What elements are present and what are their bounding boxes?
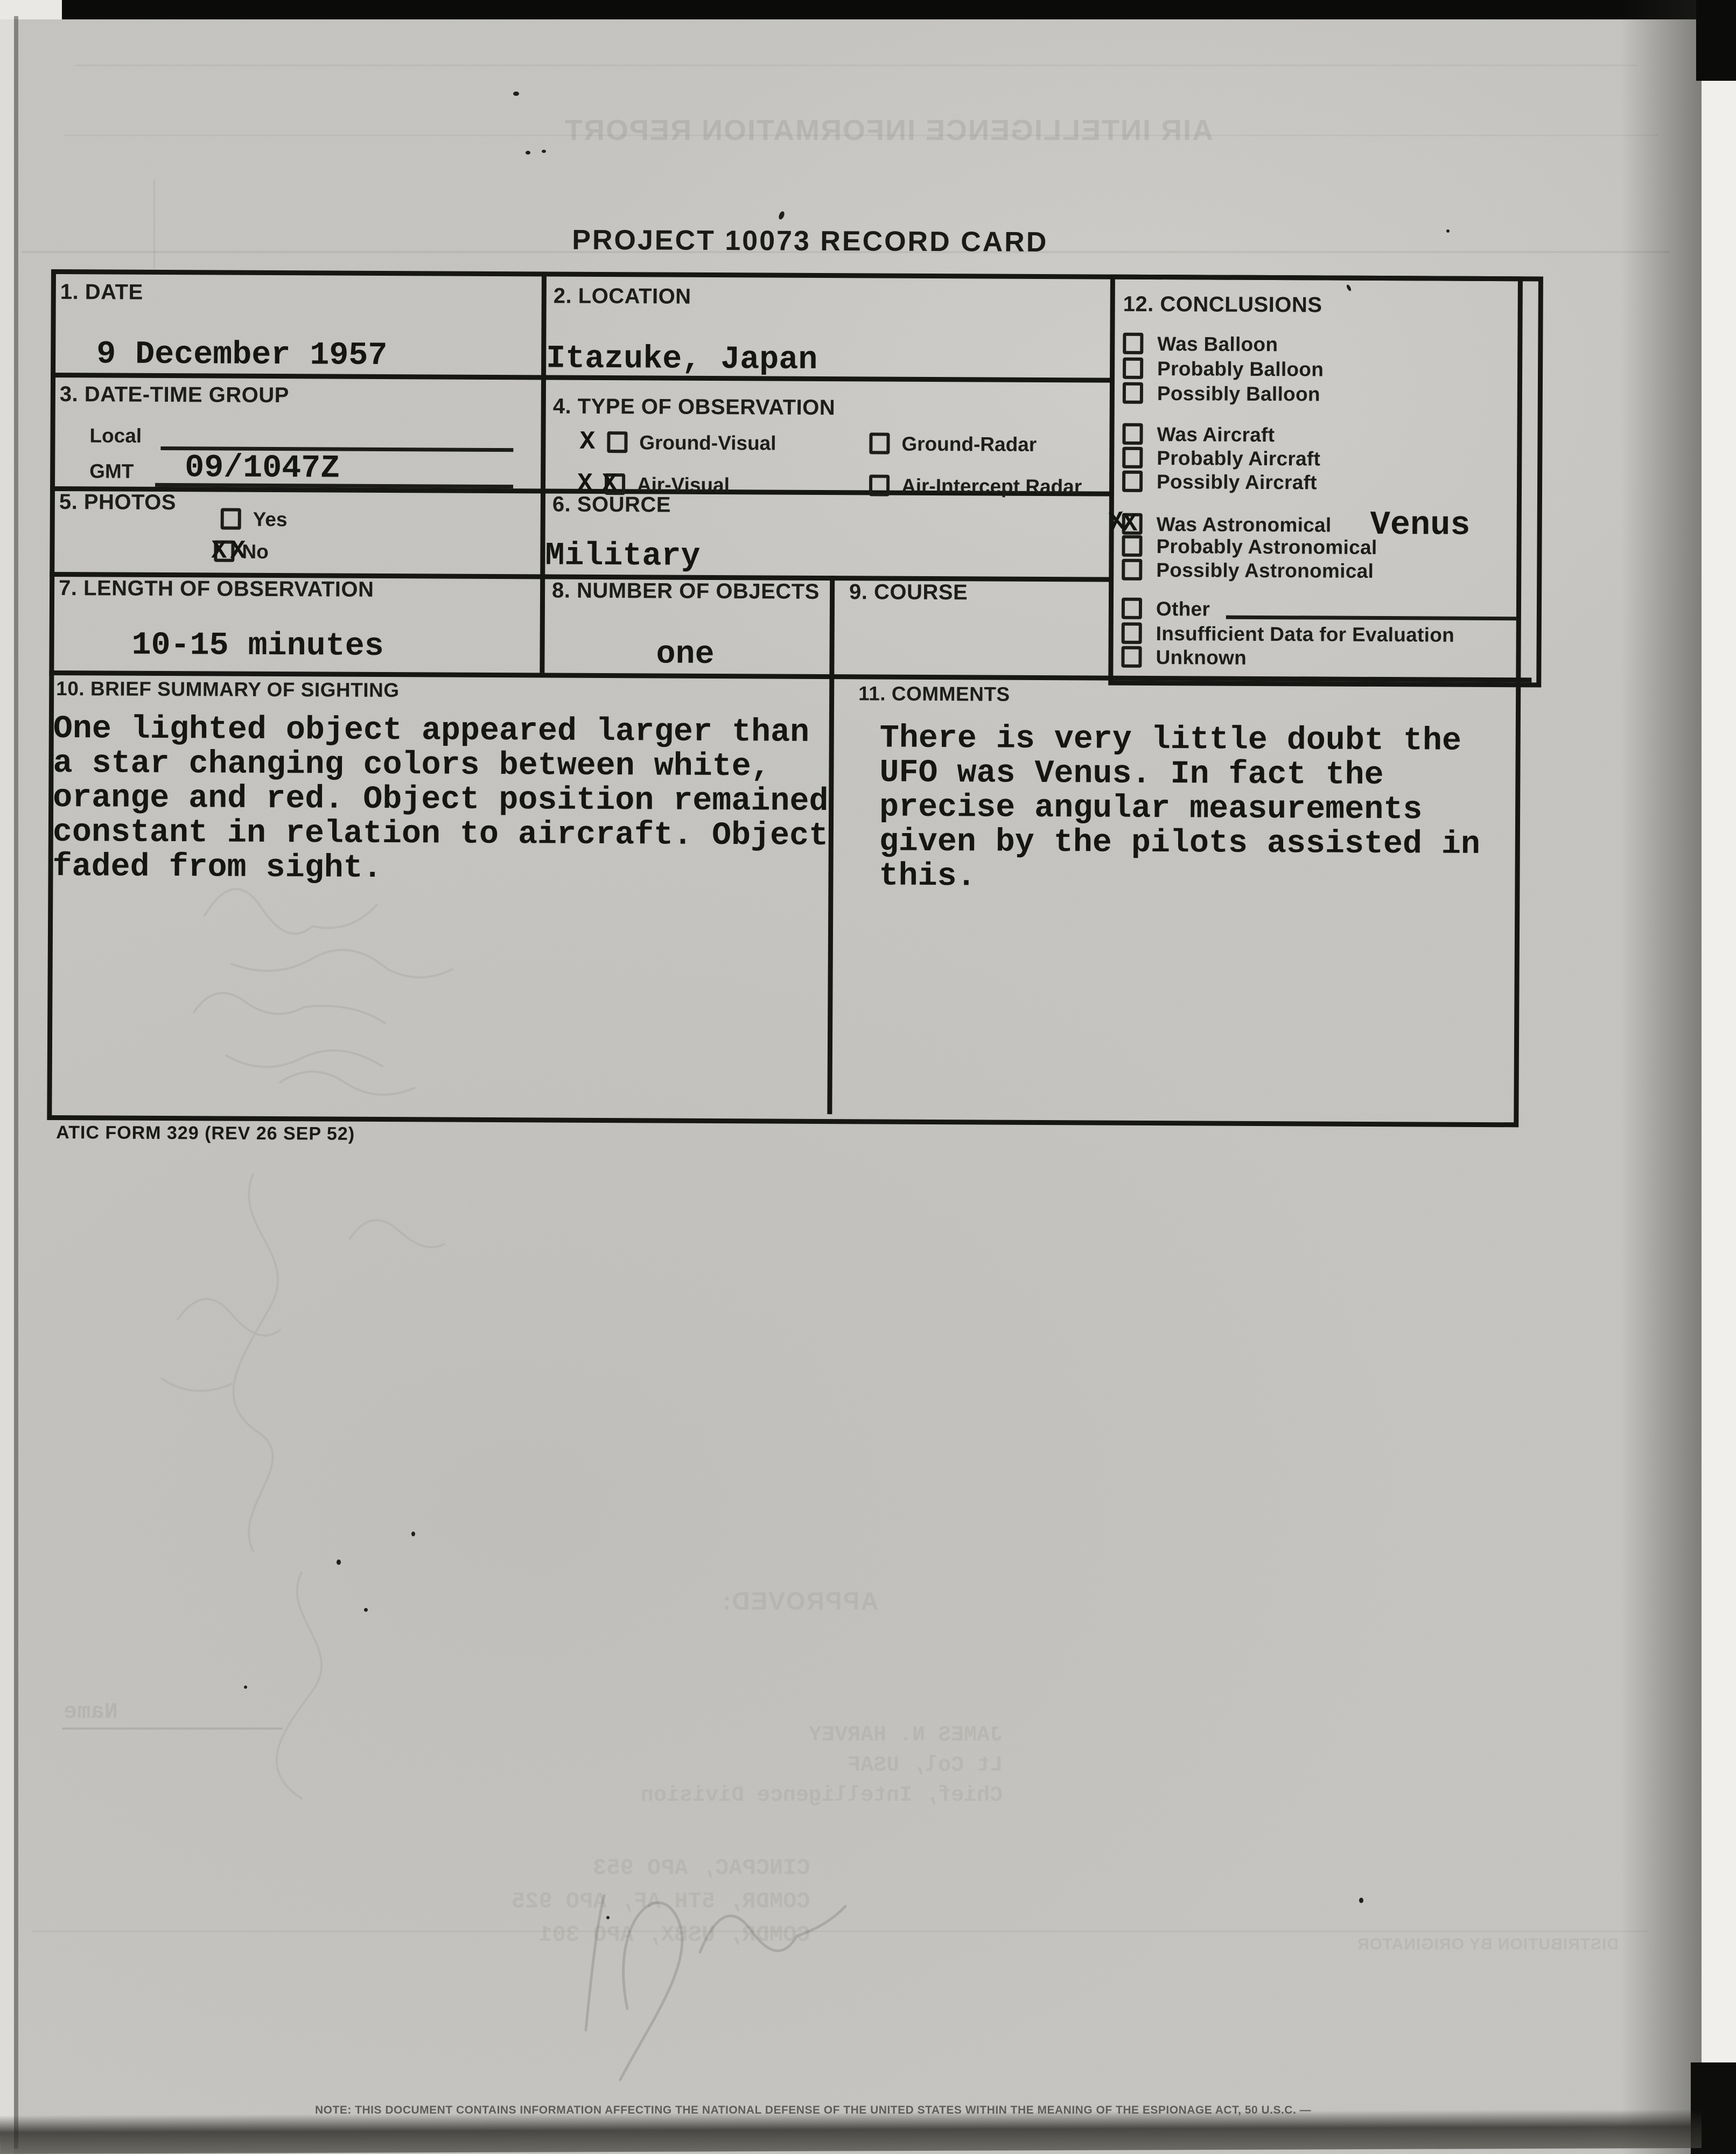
scan-edge-top [62, 0, 1736, 19]
scan-edge-left [0, 19, 14, 2154]
scan-film-strip-right-top [1696, 0, 1736, 81]
scan-film-strip-right [1702, 0, 1736, 2154]
scan-shadow-right [1621, 0, 1702, 2154]
scan-shadow-bottom [0, 2109, 1702, 2154]
scan-fold-line [14, 16, 18, 2149]
scan-edge-top-notch [0, 0, 62, 19]
